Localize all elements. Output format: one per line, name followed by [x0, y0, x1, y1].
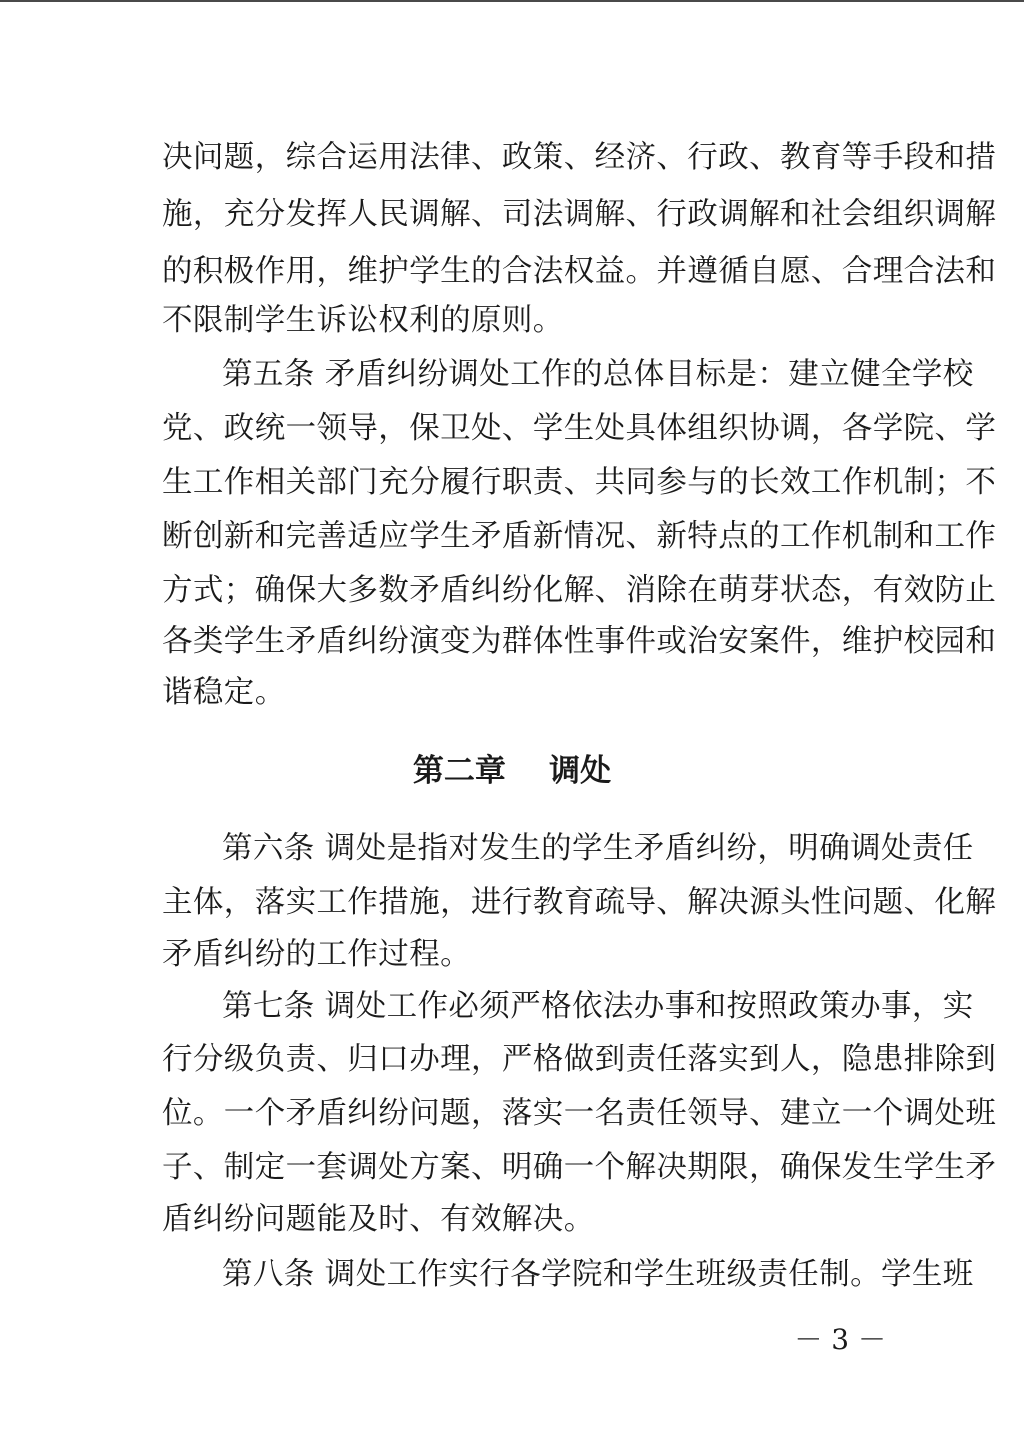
- article-5-line-4: 断创新和完善适应学生矛盾新情况、新特点的工作机制和工作: [162, 519, 997, 554]
- article-7-line-1: 第七条 调处工作必须严格依法办事和按照政策办事，实: [222, 989, 974, 1024]
- article-6-line-1: 第六条 调处是指对发生的学生矛盾纠纷，明确调处责任: [222, 831, 974, 866]
- article-5-line-1: 第五条 矛盾纠纷调处工作的总体目标是：建立健全学校: [222, 357, 974, 392]
- intro-line-1: 决问题，综合运用法律、政策、经济、行政、教育等手段和措: [162, 140, 997, 175]
- article-5-line-2: 党、政统一领导，保卫处、学生处具体组织协调，各学院、学: [162, 411, 997, 446]
- article-5-line-3: 生工作相关部门充分履行职责、共同参与的长效工作机制；不: [162, 465, 997, 500]
- article-5-line-5: 方式；确保大多数矛盾纠纷化解、消除在萌芽状态，有效防止: [162, 573, 997, 608]
- article-5-line-7: 谐稳定。: [162, 675, 286, 710]
- article-7-line-5: 盾纠纷问题能及时、有效解决。: [162, 1202, 595, 1237]
- article-6-line-2: 主体，落实工作措施，进行教育疏导、解决源头性问题、化解: [162, 885, 997, 920]
- article-7-line-2: 行分级负责、归口办理，严格做到责任落实到人，隐患排除到: [162, 1042, 997, 1077]
- chapter-title: 第二章 调处: [412, 753, 612, 789]
- article-8-line-1: 第八条 调处工作实行各学院和学生班级责任制。学生班: [222, 1257, 974, 1292]
- intro-line-4: 不限制学生诉讼权利的原则。: [162, 303, 564, 338]
- page-number: － 3 －: [794, 1323, 886, 1356]
- article-7-line-4: 子、制定一套调处方案、明确一个解决期限，确保发生学生矛: [162, 1150, 997, 1185]
- intro-line-2: 施，充分发挥人民调解、司法调解、行政调解和社会组织调解: [162, 197, 997, 232]
- article-6-line-3: 矛盾纠纷的工作过程。: [162, 937, 471, 972]
- intro-line-3: 的积极作用，维护学生的合法权益。并遵循自愿、合理合法和: [162, 254, 997, 289]
- article-7-line-3: 位。一个矛盾纠纷问题，落实一名责任领导、建立一个调处班: [162, 1096, 997, 1131]
- article-5-line-6: 各类学生矛盾纠纷演变为群体性事件或治安案件，维护校园和: [162, 624, 997, 659]
